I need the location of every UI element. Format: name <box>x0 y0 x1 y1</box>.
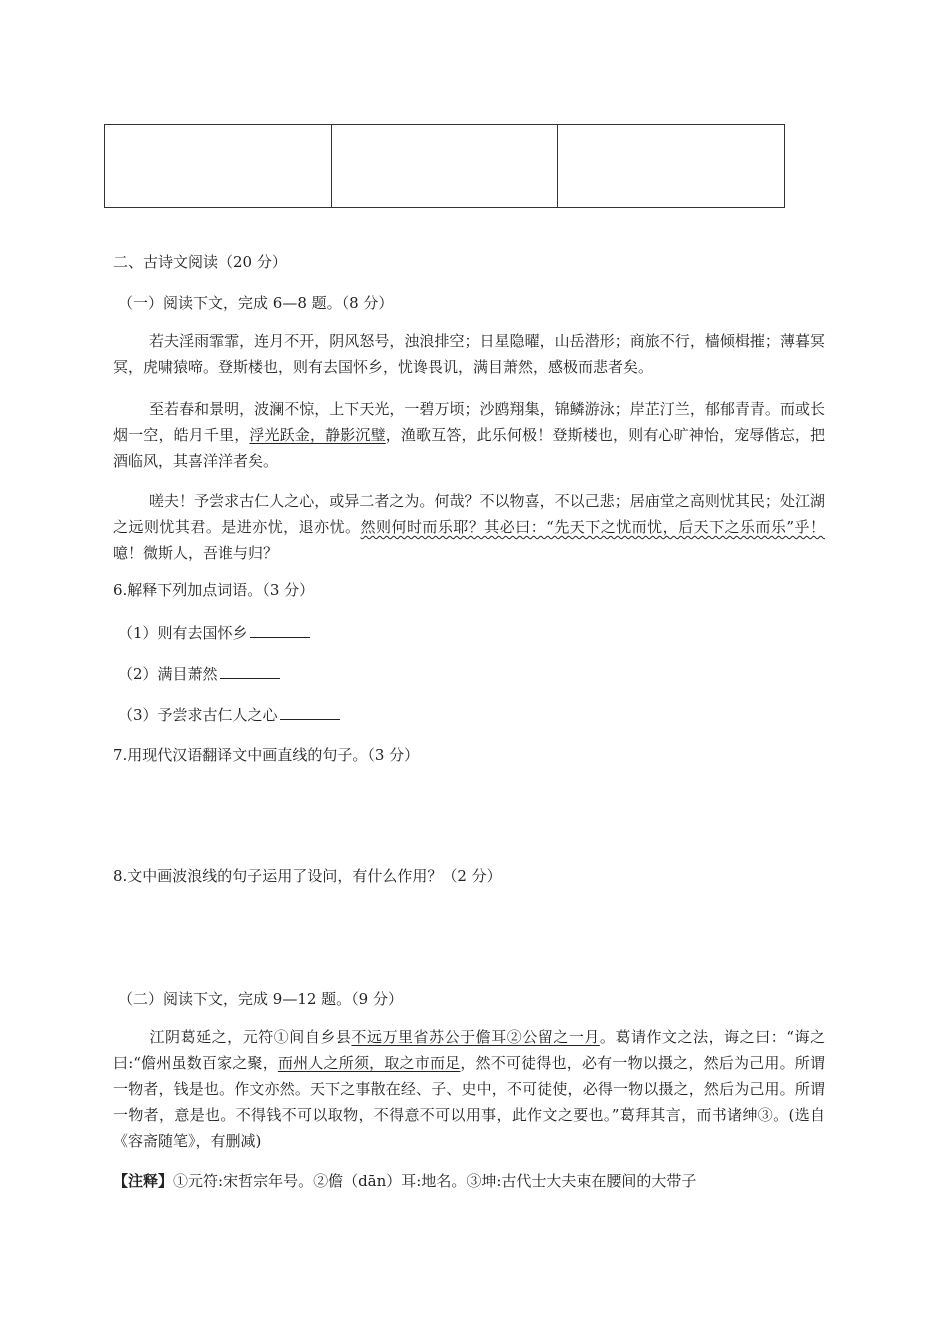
question-6-item-3 <box>118 705 340 725</box>
answer-blank[interactable] <box>280 705 340 720</box>
passage-text: 江阴葛延之，元符①间自乡县 <box>149 1028 352 1046</box>
passage-text: ，然不可徒得也，必有一物以摄之，然后为己用。所谓一物者，钱是也。作文亦然。天下之事散在经、子、史中，不可徒使，必得一物以摄之，然后为己用。所谓一物者，意是也。不得钱不可以取物，不得意不可以用事，此作文之要也。”葛拜其言，而书诸绅③。(选自《容斋随笔》，有删减) <box>113 1054 825 1150</box>
passage-text: 至若春和景明，波澜不惊，上下天光，一碧万顷；沙鸥翔集，锦鳞游泳；岸芷汀兰，郁郁青青。而或长烟一空，皓月千里， <box>113 400 825 444</box>
answer-blank[interactable] <box>250 623 310 638</box>
answer-cell-1[interactable] <box>105 125 332 208</box>
passage-paragraph-3 <box>113 488 825 566</box>
passage-text: 。葛请作文之法，诲之曰：“诲之曰:“儋州虽数百家之聚， <box>113 1028 825 1072</box>
passage-paragraph-1 <box>113 328 825 380</box>
part1-intro: （一）阅读下文，完成 6—8 题。（8 分） <box>118 294 394 312</box>
question-6-title: 6.解释下列加点词语。（3 分） <box>113 581 315 599</box>
note-label: 【注释】 <box>113 1172 174 1190</box>
passage-text: 噫！微斯人，吾谁与归？ <box>113 544 279 562</box>
answer-table <box>104 124 785 208</box>
question-8-title: 8.文中画波浪线的句子运用了设问，有什么作用？（2 分） <box>113 867 502 885</box>
passage-paragraph-2 <box>113 396 825 474</box>
part2-intro: （二）阅读下文，完成 9—12 题。（9 分） <box>118 990 403 1008</box>
answer-cell-3[interactable] <box>558 125 785 208</box>
underlined-phrase: 不远万里省苏公于儋耳②公留之一月 <box>351 1028 600 1046</box>
underlined-sentence: 浮光跃金，静影沉璧 <box>249 426 386 444</box>
passage-text: 若夫淫雨霏霏，连月不开，阴风怒号，浊浪排空；日星隐曜，山岳潜形；商旅不行，樯倾楫摧；薄暮冥冥，虎啸猿啼。登斯楼也，则有去国怀乡，忧谗畏讥，满目萧然，感极而悲者矣。 <box>113 332 825 376</box>
underlined-phrase: 而州人之所须，取之市而足 <box>277 1054 461 1072</box>
answer-blank[interactable] <box>220 664 280 679</box>
passage-text: 嗟夫！予尝求古仁人之心，或异二者之为。何哉？不以物喜，不以己悲；居庙堂之高则忧其民；处江湖之远则忧其君。是进亦忧，退亦忧。 <box>113 492 825 536</box>
item-text: （3）予尝求古仁人之心 <box>118 706 278 724</box>
section-title: 二、古诗文阅读（20 分） <box>113 253 287 271</box>
note-text: ①元符:宋哲宗年号。②儋（dān）耳:地名。③坤:古代士大夫束在腰间的大带子 <box>173 1172 697 1190</box>
passage-text: ，渔歌互答，此乐何极！登斯楼也，则有心旷神怡，宠辱偕忘，把酒临风，其喜洋洋者矣。 <box>113 426 825 470</box>
item-text: （2）满目萧然 <box>118 665 218 683</box>
annotation-note <box>113 1171 696 1191</box>
question-7-title: 7.用现代汉语翻译文中画直线的句子。（3 分） <box>113 746 420 764</box>
question-6-item-2 <box>118 664 280 684</box>
question-6-item-1 <box>118 623 310 643</box>
table-row <box>105 125 785 208</box>
passage2-paragraph <box>113 1024 825 1154</box>
wavy-underlined-sentence: 然则何时而乐耶？其必曰：“先天下之忧而忧，后天下之乐而乐”乎！ <box>360 518 825 536</box>
item-text: （1）则有去国怀乡 <box>118 624 248 642</box>
answer-cell-2[interactable] <box>331 125 558 208</box>
